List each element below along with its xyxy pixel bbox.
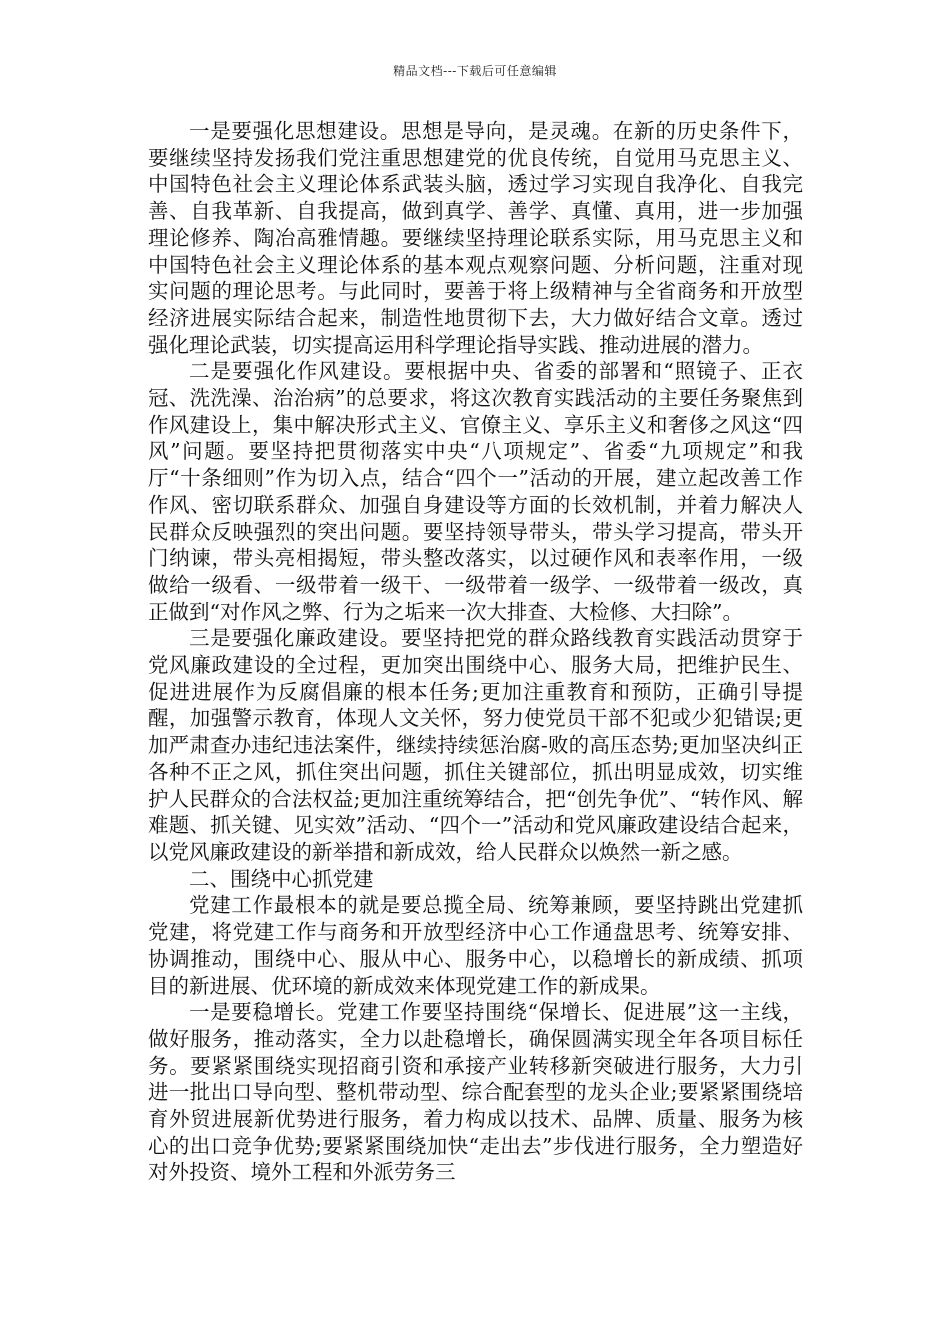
- paragraph-stabilize-growth: 一是要稳增长。党建工作要坚持围绕“保增长、促进展”这一主线，做好服务，推动落实，全力以赴稳增长，确保圆满实现全年各项目标任务。要紧紧围绕实现招商引资和承接产业转移新突破进行服务，大力引进一批出口导向型、整机带动型、综合配套型的龙头企业;要紧紧围绕培育外贸进展新优势进行服务，着力构成以技术、品牌、质量、服务为核心的出口竞争优势;要紧紧围绕加快“走出去”步伐进行服务，全力塑造好对外投资、境外工程和外派劳务三: [148, 1000, 803, 1185]
- document-body: [148, 118, 803, 1186]
- section-heading: 二、围绕中心抓党建: [189, 866, 374, 891]
- page-header: 精品文档---下载后可任意编辑: [393, 64, 557, 78]
- paragraph-ideological-building: 一是要强化思想建设。思想是导向，是灵魂。在新的历史条件下，要继续坚持发扬我们党注重思想建党的优良传统，自觉用马克思主义、中国特色社会主义理论体系武装头脑，透过学习实现自我净化、自我完善、自我革新、自我提高，做到真学、善学、真懂、真用，进一步加强理论修养、陶冶高雅情趣。要继续坚持理论联系实际，用马克思主义和中国特色社会主义理论体系的基本观点观察问题、分析问题，注重对现实问题的理论思考。与此同时，要善于将上级精神与全省商务和开放型经济进展实际结合起来，制造性地贯彻下去，大力做好结合文章。透过强化理论武装，切实提高运用科学理论指导实践、推动进展的潜力。: [148, 119, 803, 357]
- paragraph-clean-government-building: 三是要强化廉政建设。要坚持把党的群众路线教育实践活动贯穿于党风廉政建设的全过程，更加突出围绕中心、服务大局，把维护民生、促进进展作为反腐倡廉的根本任务;更加注重教育和预防，正确引导提醒，加强警示教育，体现人文关怀，努力使党员干部不犯或少犯错误;更加严肃查办违纪违法案件，继续持续惩治腐-败的高压态势;更加坚决纠正各种不正之风，抓住突出问题，抓住关键部位，抓出明显成效，切实维护人民群众的合法权益;更加注重统筹结合，把“创先争优”、“转作风、解难题、抓关键、见实效”活动、“四个一”活动和党风廉政建设结合起来，以党风廉政建设的新举措和新成效，给人民群众以焕然一新之感。: [148, 626, 803, 864]
- paragraph-party-building-intro: 党建工作最根本的就是要总揽全局、统筹兼顾，要坚持跳出党建抓党建，将党建工作与商务和开放型经济中心工作通盘思考、统筹安排、协调推动，围绕中心、服从中心、服务中心，以稳增长的新成绩、抓项目的新进展、优环境的新成效来体现党建工作的新成果。: [148, 893, 803, 998]
- paragraph-work-style-building: 二是要强化作风建设。要根据中央、省委的部署和“照镜子、正衣冠、洗洗澡、治治病”的总要求，将这次教育实践活动的主要任务聚焦到作风建设上，集中解决形式主义、官僚主义、享乐主义和奢侈之风这“四风”问题。要坚持把贯彻落实中央“八项规定”、省委“九项规定”和我厅“十条细则”作为切入点，结合“四个一”活动的开展，建立起改善工作作风、密切联系群众、加强自身建设等方面的长效机制，并着力解决人民群众反映强烈的突出问题。要坚持领导带头，带头学习提高，带头开门纳谏，带头亮相揭短，带头整改落实，以过硬作风和表率作用，一级做给一级看、一级带着一级干、一级带着一级学、一级带着一级改，真正做到“对作风之弊、行为之垢来一次大排查、大检修、大扫除”。: [148, 359, 803, 624]
